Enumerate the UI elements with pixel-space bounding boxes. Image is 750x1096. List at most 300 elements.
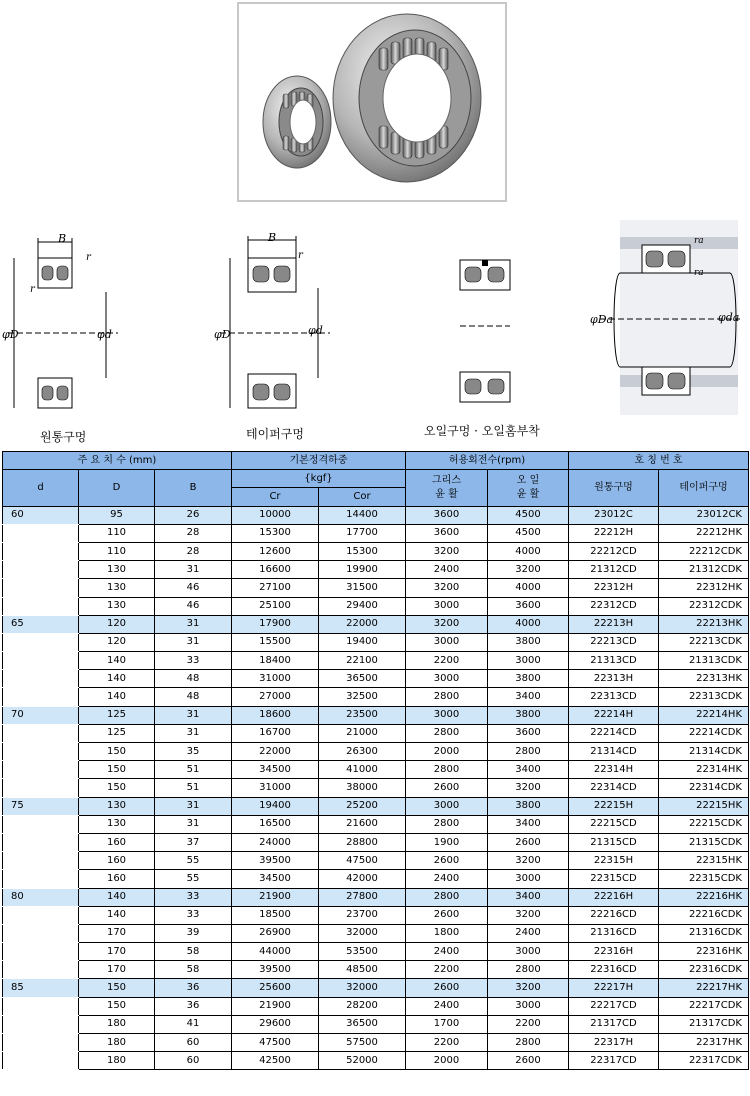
header-Cr: Cr <box>232 488 319 506</box>
table-row <box>3 652 749 670</box>
table-row <box>3 561 749 579</box>
cell-o: 3000 <box>488 943 569 961</box>
cell-D: 170 <box>79 943 155 961</box>
cell-o: 4000 <box>488 542 569 560</box>
cell-Cr: 16600 <box>232 561 319 579</box>
table-row <box>3 943 749 961</box>
cell-c: 22312CD <box>569 597 659 615</box>
header-d: d <box>3 470 79 506</box>
cell-d: 85 <box>3 979 79 997</box>
cell-Cr: 44000 <box>232 943 319 961</box>
cell-Cr: 17900 <box>232 615 319 633</box>
cell-Cr: 18500 <box>232 906 319 924</box>
cell-o: 3800 <box>488 797 569 815</box>
cell-Cor: 42000 <box>319 870 406 888</box>
cell-c: 22213H <box>569 615 659 633</box>
cell-Cor: 47500 <box>319 852 406 870</box>
cell-D: 160 <box>79 870 155 888</box>
cell-D: 180 <box>79 1034 155 1052</box>
cell-d <box>3 852 79 870</box>
cell-o: 2800 <box>488 961 569 979</box>
cell-g: 2000 <box>406 1052 488 1070</box>
cell-D: 110 <box>79 542 155 560</box>
cell-g: 3200 <box>406 579 488 597</box>
table-row <box>3 633 749 651</box>
cell-c: 22216H <box>569 888 659 906</box>
cell-d <box>3 906 79 924</box>
cell-D: 130 <box>79 579 155 597</box>
cell-Cor: 38000 <box>319 779 406 797</box>
cell-Cr: 10000 <box>232 506 319 524</box>
phiD-label-2: φD <box>214 328 231 341</box>
header-oil: 오 일 윤 활 <box>488 470 569 506</box>
cell-D: 150 <box>79 779 155 797</box>
cell-d <box>3 633 79 651</box>
cell-c: 22212H <box>569 524 659 542</box>
table-row <box>3 888 749 906</box>
cell-B: 33 <box>155 888 232 906</box>
cell-g: 3000 <box>406 670 488 688</box>
cell-Cr: 34500 <box>232 761 319 779</box>
cell-g: 3200 <box>406 615 488 633</box>
cell-Cr: 21900 <box>232 997 319 1015</box>
cell-o: 4500 <box>488 524 569 542</box>
table-row <box>3 1015 749 1033</box>
cell-g: 2400 <box>406 870 488 888</box>
cell-Cor: 52000 <box>319 1052 406 1070</box>
cell-D: 140 <box>79 888 155 906</box>
cell-D: 130 <box>79 597 155 615</box>
cell-Cor: 25200 <box>319 797 406 815</box>
cell-B: 58 <box>155 943 232 961</box>
cell-d <box>3 670 79 688</box>
oil-hole-diagram <box>440 248 530 408</box>
cell-B: 33 <box>155 906 232 924</box>
cell-o: 3800 <box>488 706 569 724</box>
cell-d <box>3 943 79 961</box>
cell-c: 22315CD <box>569 870 659 888</box>
cell-t: 21317CDK <box>659 1015 749 1033</box>
cell-d <box>3 524 79 542</box>
cell-B: 58 <box>155 961 232 979</box>
cell-o: 3400 <box>488 761 569 779</box>
phid-label: φd <box>97 328 112 341</box>
table-row <box>3 779 749 797</box>
cell-g: 2800 <box>406 761 488 779</box>
oil-hole-icon <box>482 260 488 266</box>
cell-D: 130 <box>79 815 155 833</box>
cell-c: 22313CD <box>569 688 659 706</box>
cell-B: 37 <box>155 833 232 851</box>
cell-o: 4500 <box>488 506 569 524</box>
cell-o: 3200 <box>488 561 569 579</box>
cell-D: 120 <box>79 633 155 651</box>
header-grease: 그리스 윤 활 <box>406 470 488 506</box>
cell-g: 2000 <box>406 743 488 761</box>
cell-d <box>3 597 79 615</box>
cell-o: 2400 <box>488 924 569 942</box>
cell-D: 180 <box>79 1015 155 1033</box>
cell-c: 22315H <box>569 852 659 870</box>
header-taper-bore: 테이퍼구멍 <box>659 470 749 506</box>
cell-o: 4000 <box>488 615 569 633</box>
cell-c: 21312CD <box>569 561 659 579</box>
table-row <box>3 579 749 597</box>
cell-B: 46 <box>155 579 232 597</box>
cell-D: 140 <box>79 688 155 706</box>
cell-d <box>3 997 79 1015</box>
cell-Cor: 21000 <box>319 724 406 742</box>
cell-B: 31 <box>155 815 232 833</box>
cell-Cor: 21600 <box>319 815 406 833</box>
cell-Cor: 31500 <box>319 579 406 597</box>
cell-t: 21315CDK <box>659 833 749 851</box>
cell-o: 2200 <box>488 1015 569 1033</box>
cell-d <box>3 833 79 851</box>
caption-oil: 오일구멍 · 오일홈부착 <box>424 424 540 438</box>
cell-Cr: 25100 <box>232 597 319 615</box>
cell-t: 22316CDK <box>659 961 749 979</box>
bearing-spec-table <box>2 451 749 1070</box>
caption-tapered: 테이퍼구멍 <box>246 427 304 441</box>
cell-c: 22214H <box>569 706 659 724</box>
cell-t: 22315CDK <box>659 870 749 888</box>
cell-g: 2800 <box>406 724 488 742</box>
cell-Cor: 15300 <box>319 542 406 560</box>
cell-c: 21317CD <box>569 1015 659 1033</box>
cell-B: 48 <box>155 670 232 688</box>
cell-D: 150 <box>79 761 155 779</box>
cell-Cor: 32000 <box>319 979 406 997</box>
cell-d <box>3 724 79 742</box>
cell-Cor: 26300 <box>319 743 406 761</box>
cell-Cr: 16500 <box>232 815 319 833</box>
cell-Cor: 48500 <box>319 961 406 979</box>
table-row <box>3 815 749 833</box>
cell-d: 70 <box>3 706 79 724</box>
cell-d <box>3 743 79 761</box>
cell-o: 2800 <box>488 743 569 761</box>
cell-Cor: 23500 <box>319 706 406 724</box>
cell-D: 150 <box>79 743 155 761</box>
B-label-2: B <box>268 231 277 244</box>
phiDa-label: φDa <box>590 313 614 326</box>
table-row <box>3 852 749 870</box>
cell-t: 21313CDK <box>659 652 749 670</box>
cell-Cor: 19400 <box>319 633 406 651</box>
cell-t: 22312HK <box>659 579 749 597</box>
cell-B: 39 <box>155 924 232 942</box>
cell-B: 51 <box>155 761 232 779</box>
table-row <box>3 1034 749 1052</box>
cell-Cr: 31000 <box>232 779 319 797</box>
cell-D: 160 <box>79 833 155 851</box>
table-row <box>3 1052 749 1070</box>
cell-Cr: 21900 <box>232 888 319 906</box>
cell-Cor: 41000 <box>319 761 406 779</box>
header-speed: 허용회전수(rpm) <box>406 452 569 470</box>
cell-Cor: 19900 <box>319 561 406 579</box>
cell-d <box>3 652 79 670</box>
cell-B: 31 <box>155 706 232 724</box>
cell-g: 3200 <box>406 542 488 560</box>
cell-Cr: 39500 <box>232 961 319 979</box>
table-row <box>3 743 749 761</box>
cell-B: 35 <box>155 743 232 761</box>
cell-Cr: 15500 <box>232 633 319 651</box>
cell-g: 2400 <box>406 943 488 961</box>
cell-Cor: 22000 <box>319 615 406 633</box>
cell-Cor: 17700 <box>319 524 406 542</box>
cell-d <box>3 870 79 888</box>
cell-g: 2600 <box>406 779 488 797</box>
cell-o: 3600 <box>488 724 569 742</box>
cell-B: 36 <box>155 997 232 1015</box>
table-row <box>3 979 749 997</box>
phida-label: φda <box>718 311 740 324</box>
cell-Cr: 27100 <box>232 579 319 597</box>
cell-B: 55 <box>155 870 232 888</box>
cell-D: 170 <box>79 961 155 979</box>
cell-o: 2600 <box>488 833 569 851</box>
cell-B: 31 <box>155 797 232 815</box>
cell-Cor: 32000 <box>319 924 406 942</box>
cell-B: 28 <box>155 542 232 560</box>
cell-Cor: 27800 <box>319 888 406 906</box>
cell-d <box>3 1052 79 1070</box>
tapered-bore-diagram <box>208 228 338 413</box>
cell-g: 2200 <box>406 1034 488 1052</box>
cell-o: 3200 <box>488 779 569 797</box>
cell-t: 22216CDK <box>659 906 749 924</box>
cell-o: 3200 <box>488 852 569 870</box>
table-row <box>3 688 749 706</box>
cell-Cr: 47500 <box>232 1034 319 1052</box>
cell-Cor: 57500 <box>319 1034 406 1052</box>
cell-B: 26 <box>155 506 232 524</box>
cell-B: 48 <box>155 688 232 706</box>
table-row <box>3 870 749 888</box>
cell-d <box>3 1015 79 1033</box>
bearing-photo-drawing <box>239 4 505 200</box>
cell-c: 22215H <box>569 797 659 815</box>
cell-g: 2600 <box>406 979 488 997</box>
r-label-2: r <box>298 250 303 261</box>
cell-g: 2800 <box>406 888 488 906</box>
cell-Cor: 28800 <box>319 833 406 851</box>
cell-c: 21314CD <box>569 743 659 761</box>
cell-o: 3200 <box>488 906 569 924</box>
r-label: r <box>86 252 91 263</box>
cell-g: 3600 <box>406 524 488 542</box>
cell-g: 1800 <box>406 924 488 942</box>
cell-t: 22215HK <box>659 797 749 815</box>
cell-D: 110 <box>79 524 155 542</box>
cell-o: 3400 <box>488 688 569 706</box>
cell-D: 160 <box>79 852 155 870</box>
table-row <box>3 833 749 851</box>
cell-g: 2800 <box>406 688 488 706</box>
table-row <box>3 542 749 560</box>
cell-g: 3000 <box>406 633 488 651</box>
cell-c: 22212CD <box>569 542 659 560</box>
cell-B: 31 <box>155 724 232 742</box>
cell-B: 41 <box>155 1015 232 1033</box>
cell-d <box>3 761 79 779</box>
cell-t: 21316CDK <box>659 924 749 942</box>
cell-D: 150 <box>79 997 155 1015</box>
cell-D: 140 <box>79 670 155 688</box>
cell-Cr: 15300 <box>232 524 319 542</box>
cell-Cr: 34500 <box>232 870 319 888</box>
table-row <box>3 524 749 542</box>
header-D: D <box>79 470 155 506</box>
cell-o: 3000 <box>488 652 569 670</box>
cell-B: 31 <box>155 615 232 633</box>
cell-B: 31 <box>155 561 232 579</box>
cell-Cor: 29400 <box>319 597 406 615</box>
phiD-label: φD <box>2 328 19 341</box>
cell-o: 2800 <box>488 1034 569 1052</box>
cell-d <box>3 542 79 560</box>
cell-B: 60 <box>155 1034 232 1052</box>
cell-g: 1700 <box>406 1015 488 1033</box>
bearing-photo <box>237 2 507 202</box>
cell-B: 28 <box>155 524 232 542</box>
cell-t: 22217HK <box>659 979 749 997</box>
header-designation: 호 칭 번 호 <box>569 452 749 470</box>
cell-Cr: 29600 <box>232 1015 319 1033</box>
cell-d <box>3 579 79 597</box>
table-row <box>3 961 749 979</box>
cell-t: 22212CDK <box>659 542 749 560</box>
cell-o: 3400 <box>488 888 569 906</box>
r-label-left: r <box>30 284 35 295</box>
cell-o: 3800 <box>488 633 569 651</box>
table-row <box>3 906 749 924</box>
cell-c: 22213CD <box>569 633 659 651</box>
cell-t: 22313HK <box>659 670 749 688</box>
cell-Cor: 28200 <box>319 997 406 1015</box>
cell-c: 22215CD <box>569 815 659 833</box>
cell-D: 140 <box>79 652 155 670</box>
table-row <box>3 997 749 1015</box>
cell-c: 22314CD <box>569 779 659 797</box>
cell-g: 3000 <box>406 797 488 815</box>
cell-c: 21315CD <box>569 833 659 851</box>
cylindrical-bore-diagram <box>0 228 130 413</box>
caption-cylindrical: 원통구멍 <box>40 430 87 444</box>
cell-g: 2200 <box>406 652 488 670</box>
cell-o: 3200 <box>488 979 569 997</box>
table-row <box>3 615 749 633</box>
cell-c: 22312H <box>569 579 659 597</box>
cell-c: 21316CD <box>569 924 659 942</box>
cell-g: 2600 <box>406 852 488 870</box>
header-main-dims: 주 요 치 수 (mm) <box>3 452 232 470</box>
cell-o: 3000 <box>488 997 569 1015</box>
cell-d <box>3 815 79 833</box>
header-kgf: {kgf} <box>232 470 406 488</box>
cell-D: 140 <box>79 906 155 924</box>
cell-t: 22316HK <box>659 943 749 961</box>
cell-t: 22215CDK <box>659 815 749 833</box>
cell-c: 23012C <box>569 506 659 524</box>
ra-label-top: ra <box>694 236 704 246</box>
cell-t: 21314CDK <box>659 743 749 761</box>
cell-c: 22214CD <box>569 724 659 742</box>
B-label: B <box>58 232 67 245</box>
cell-Cor: 23700 <box>319 906 406 924</box>
cell-B: 55 <box>155 852 232 870</box>
header-load-rating: 기본정격하중 <box>232 452 406 470</box>
cell-d <box>3 1034 79 1052</box>
cell-B: 36 <box>155 979 232 997</box>
cell-D: 180 <box>79 1052 155 1070</box>
cell-D: 120 <box>79 615 155 633</box>
cell-Cor: 36500 <box>319 670 406 688</box>
table-row <box>3 506 749 524</box>
cell-g: 1900 <box>406 833 488 851</box>
ra-label-mid: ra <box>694 268 704 278</box>
cell-g: 3600 <box>406 506 488 524</box>
cell-t: 22216HK <box>659 888 749 906</box>
table-row <box>3 924 749 942</box>
cell-t: 22214CDK <box>659 724 749 742</box>
cell-Cr: 18400 <box>232 652 319 670</box>
cell-t: 22213HK <box>659 615 749 633</box>
cell-c: 22317H <box>569 1034 659 1052</box>
cell-B: 51 <box>155 779 232 797</box>
cell-D: 125 <box>79 724 155 742</box>
cell-c: 22217H <box>569 979 659 997</box>
cell-t: 22317HK <box>659 1034 749 1052</box>
cell-c: 22316CD <box>569 961 659 979</box>
cell-D: 95 <box>79 506 155 524</box>
cell-g: 2800 <box>406 815 488 833</box>
cell-t: 23012CK <box>659 506 749 524</box>
cell-t: 22315HK <box>659 852 749 870</box>
cell-B: 31 <box>155 633 232 651</box>
cell-t: 22313CDK <box>659 688 749 706</box>
cell-o: 3600 <box>488 597 569 615</box>
cell-D: 170 <box>79 924 155 942</box>
cell-Cr: 39500 <box>232 852 319 870</box>
cell-t: 22312CDK <box>659 597 749 615</box>
cell-D: 130 <box>79 561 155 579</box>
cell-g: 2400 <box>406 997 488 1015</box>
cell-Cor: 14400 <box>319 506 406 524</box>
cell-Cr: 31000 <box>232 670 319 688</box>
cell-Cr: 42500 <box>232 1052 319 1070</box>
cell-Cor: 32500 <box>319 688 406 706</box>
cell-Cr: 22000 <box>232 743 319 761</box>
cell-D: 130 <box>79 797 155 815</box>
spec-table-body <box>3 506 749 1070</box>
cell-g: 3000 <box>406 597 488 615</box>
cell-d <box>3 561 79 579</box>
table-row <box>3 724 749 742</box>
cell-B: 46 <box>155 597 232 615</box>
cell-t: 22314HK <box>659 761 749 779</box>
cell-g: 2200 <box>406 961 488 979</box>
cell-g: 3000 <box>406 706 488 724</box>
cell-o: 3400 <box>488 815 569 833</box>
cell-D: 125 <box>79 706 155 724</box>
mounting-diagram <box>590 215 750 420</box>
cell-c: 22316H <box>569 943 659 961</box>
cell-Cr: 19400 <box>232 797 319 815</box>
